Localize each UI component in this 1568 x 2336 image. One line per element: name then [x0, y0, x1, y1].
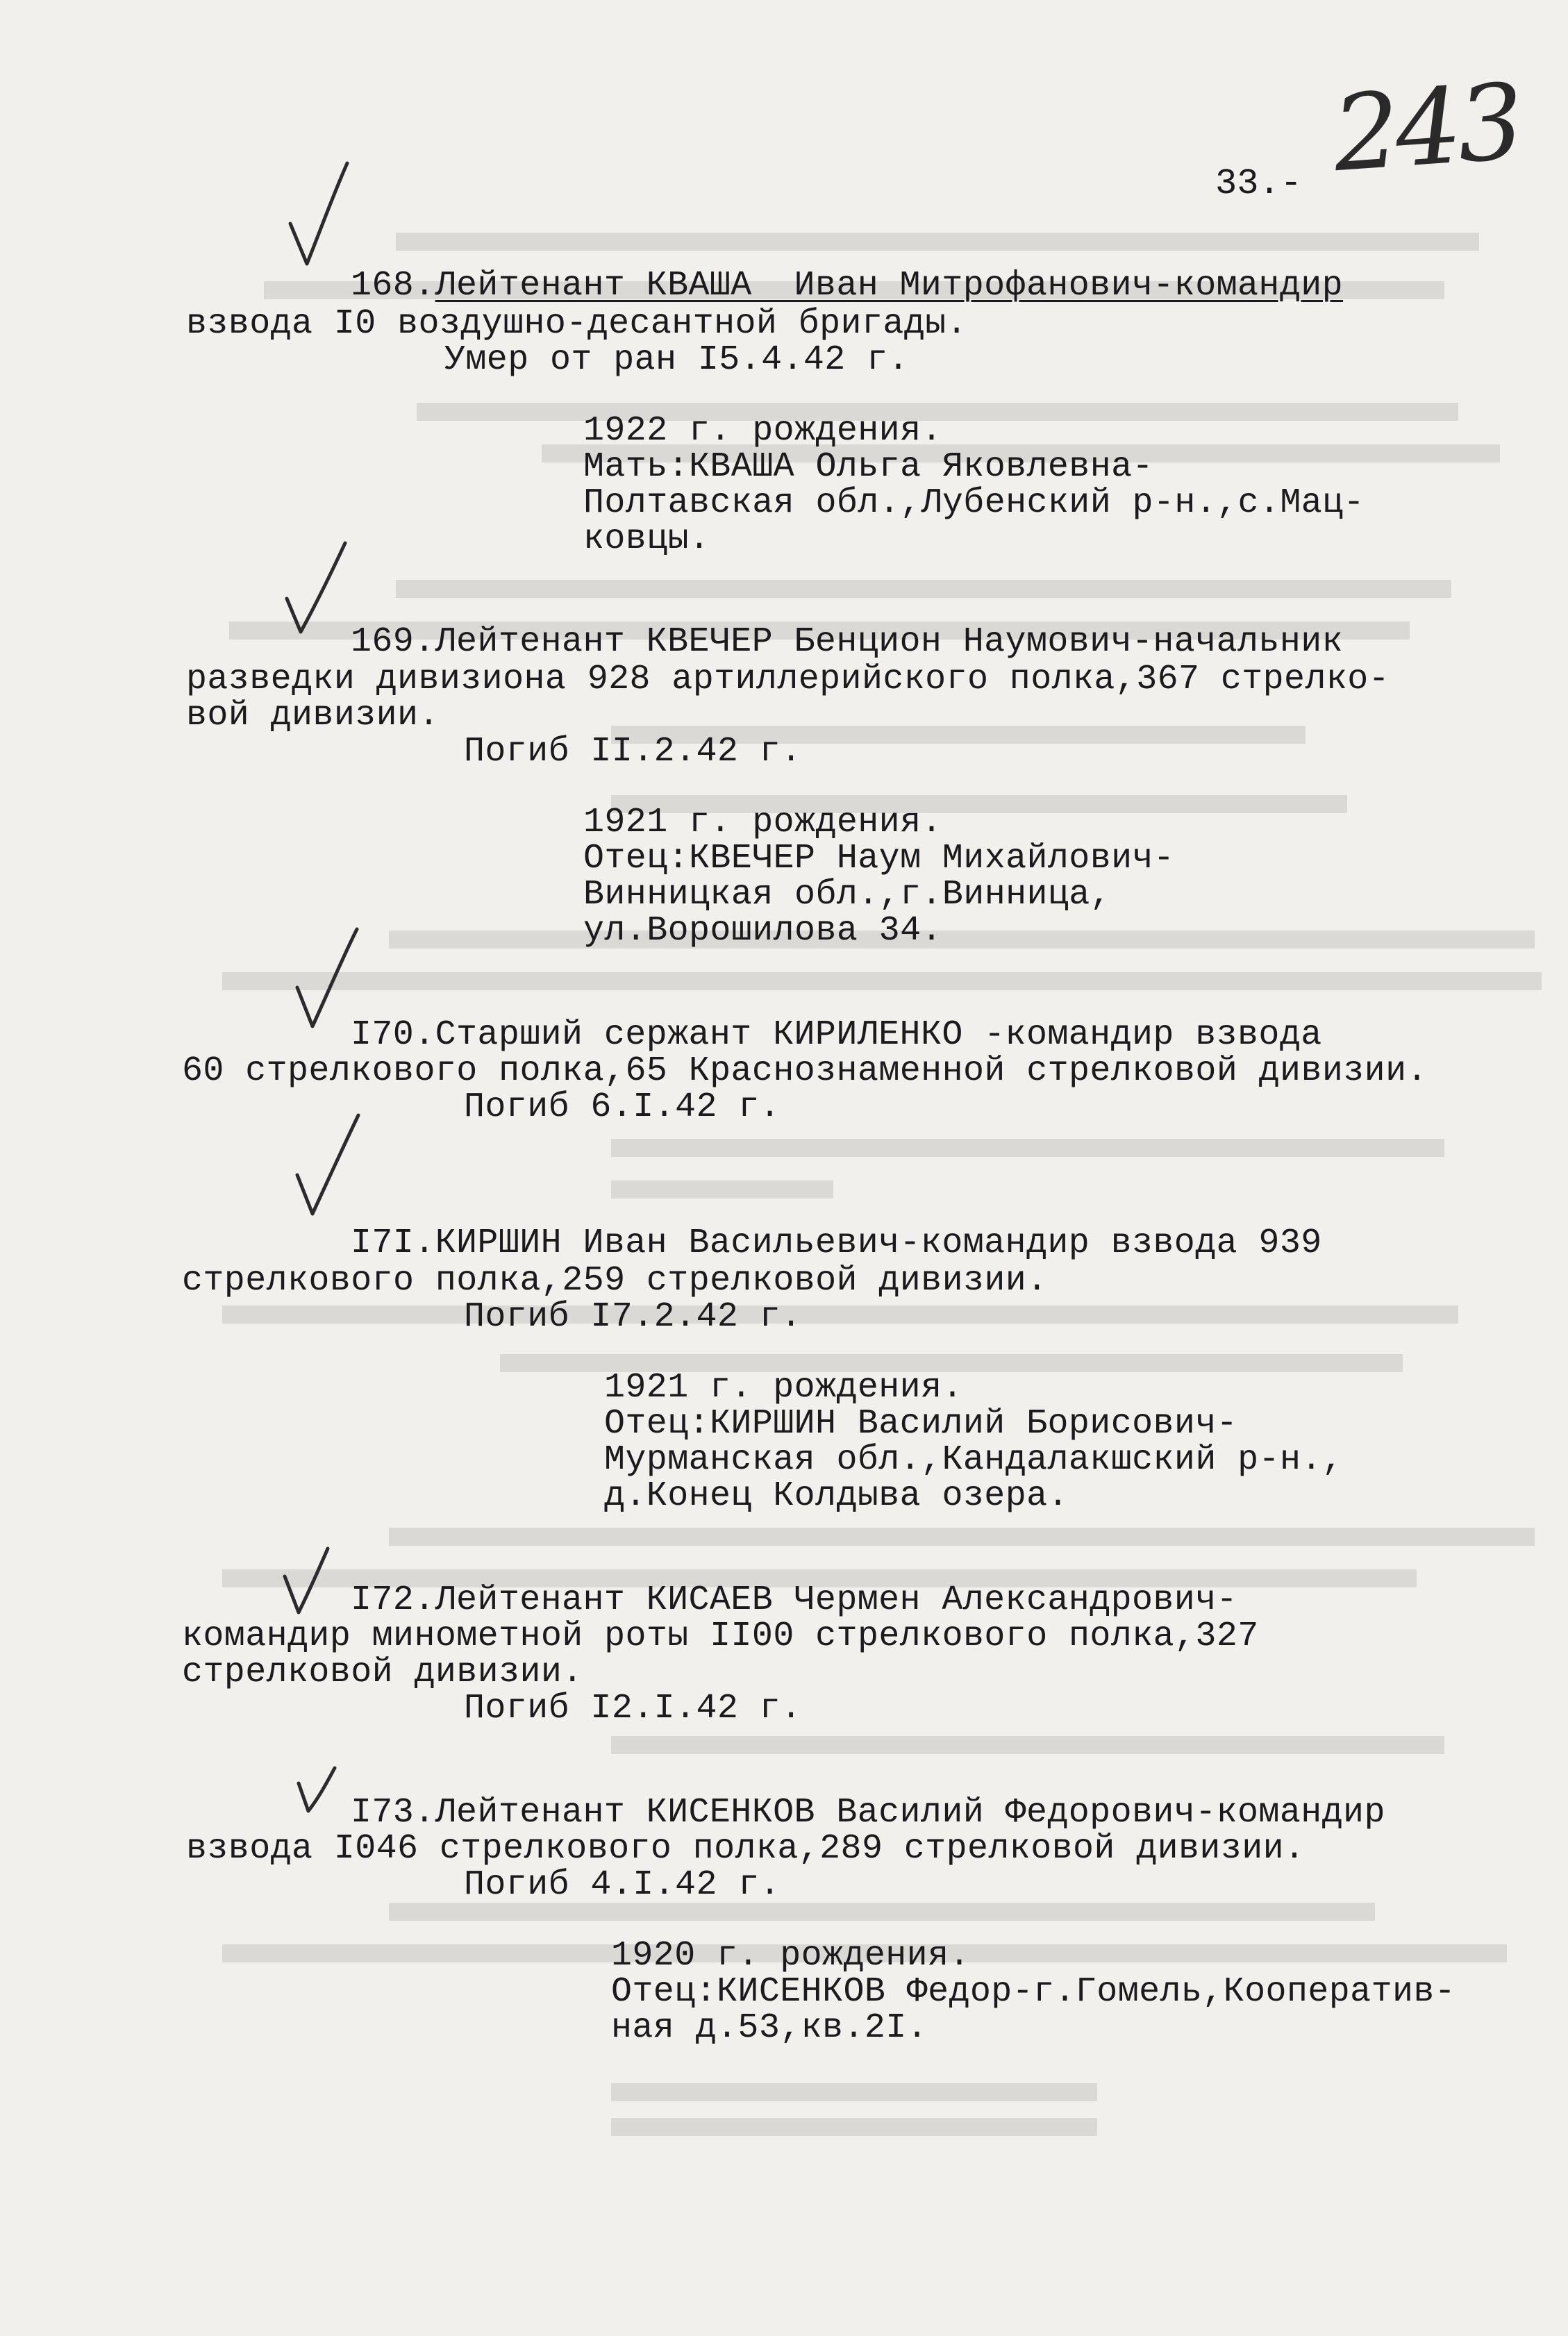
entry-172-line-2: командир минометной роты II00 стрелкового полка,327: [182, 1617, 1259, 1656]
entry-text: КИРШИН Иван Васильевич-командир взвода 939: [435, 1224, 1322, 1263]
entry-169-line-2: разведки дивизиона 928 артиллерийского полка,367 стрелко-: [186, 660, 1390, 699]
entry-168-birth: 1922 г. рождения.: [583, 411, 942, 451]
entry-168-address-2: ковцы.: [583, 519, 710, 559]
entry-172-death: Погиб I2.I.42 г.: [464, 1689, 802, 1728]
entry-171-line-1: [351, 1225, 1322, 1262]
entry-173-relative: Отец:КИСЕНКОВ Федор-г.Гомель,Кооператив-: [611, 1972, 1456, 2012]
check-mark-icon: [281, 535, 358, 653]
entry-number: I7I.: [351, 1224, 435, 1263]
entry-173-death: Погиб 4.I.42 г.: [464, 1865, 781, 1905]
entry-169-address-1: Винницкая обл.,г.Винница,: [583, 875, 1112, 915]
entry-number: I73.: [351, 1793, 435, 1833]
entry-169-line-1: [351, 624, 1343, 661]
entry-171-address-1: Мурманская обл.,Кандалакшский р-н.,: [604, 1440, 1344, 1480]
archive-folio-number: 243: [1329, 61, 1524, 196]
entry-number: 169.: [351, 622, 435, 662]
entry-number: I70.: [351, 1015, 435, 1055]
entry-171-line-2: стрелкового полка,259 стрелковой дивизии.: [182, 1261, 1048, 1301]
entry-168-relative: Мать:КВАША Ольга Яковлевна-: [583, 447, 1153, 487]
entry-172-line-3: стрелковой дивизии.: [182, 1653, 583, 1692]
entry-168-address-1: Полтавская обл.,Лубенский р-н.,с.Мац-: [583, 483, 1365, 523]
entry-text: Старший сержант КИРИЛЕНКО -командир взвода: [435, 1015, 1322, 1055]
entry-text: Лейтенант КВЕЧЕР Бенцион Наумович-начальник: [435, 622, 1344, 662]
entry-171-address-2: д.Конец Колдыва озера.: [604, 1476, 1069, 1516]
entry-173-line-1: [351, 1794, 1385, 1832]
entry-173-line-2: взвода I046 стрелкового полка,289 стрелковой дивизии.: [186, 1829, 1306, 1869]
entry-171-death: Погиб I7.2.42 г.: [464, 1297, 802, 1337]
entry-168-line-2: взвода I0 воздушно-десантной бригады.: [186, 304, 967, 344]
entry-169-address-2: ул.Ворошилова 34.: [583, 911, 942, 951]
entry-171-birth: 1921 г. рождения.: [604, 1368, 963, 1408]
entry-text: Лейтенант КВАША Иван Митрофанович-командир: [435, 266, 1344, 306]
entry-173-birth: 1920 г. рождения.: [611, 1936, 970, 1976]
entry-173-address: ная д.53,кв.2I.: [611, 2008, 928, 2048]
entry-168-death: Умер от ран I5.4.42 г.: [444, 340, 909, 380]
entry-171-relative: Отец:КИРШИН Василий Борисович-: [604, 1404, 1238, 1444]
entry-169-death: Погиб II.2.42 г.: [464, 732, 802, 771]
page-number: 33.-: [1215, 163, 1302, 204]
entry-number: 168.: [351, 266, 435, 306]
entry-168-line-1: [351, 267, 1343, 305]
entry-text: Лейтенант КИСАЕВ Чермен Александрович-: [435, 1580, 1238, 1620]
entry-170-death: Погиб 6.I.42 г.: [464, 1087, 781, 1127]
entry-169-birth: 1921 г. рождения.: [583, 803, 942, 842]
entry-text: Лейтенант КИСЕНКОВ Василий Федорович-командир: [435, 1793, 1385, 1833]
entry-169-line-3: вой дивизии.: [186, 696, 440, 735]
entry-172-line-1: [351, 1582, 1237, 1619]
entry-170-line-1: [351, 1017, 1322, 1054]
entry-number: I72.: [351, 1580, 435, 1620]
entry-169-relative: Отец:КВЕЧЕР Наум Михайлович-: [583, 839, 1175, 878]
check-mark-icon: [292, 1111, 368, 1229]
entry-170-line-2: 60 стрелкового полка,65 Краснознаменной стрелковой дивизии.: [182, 1051, 1428, 1091]
check-mark-icon: [285, 160, 361, 278]
